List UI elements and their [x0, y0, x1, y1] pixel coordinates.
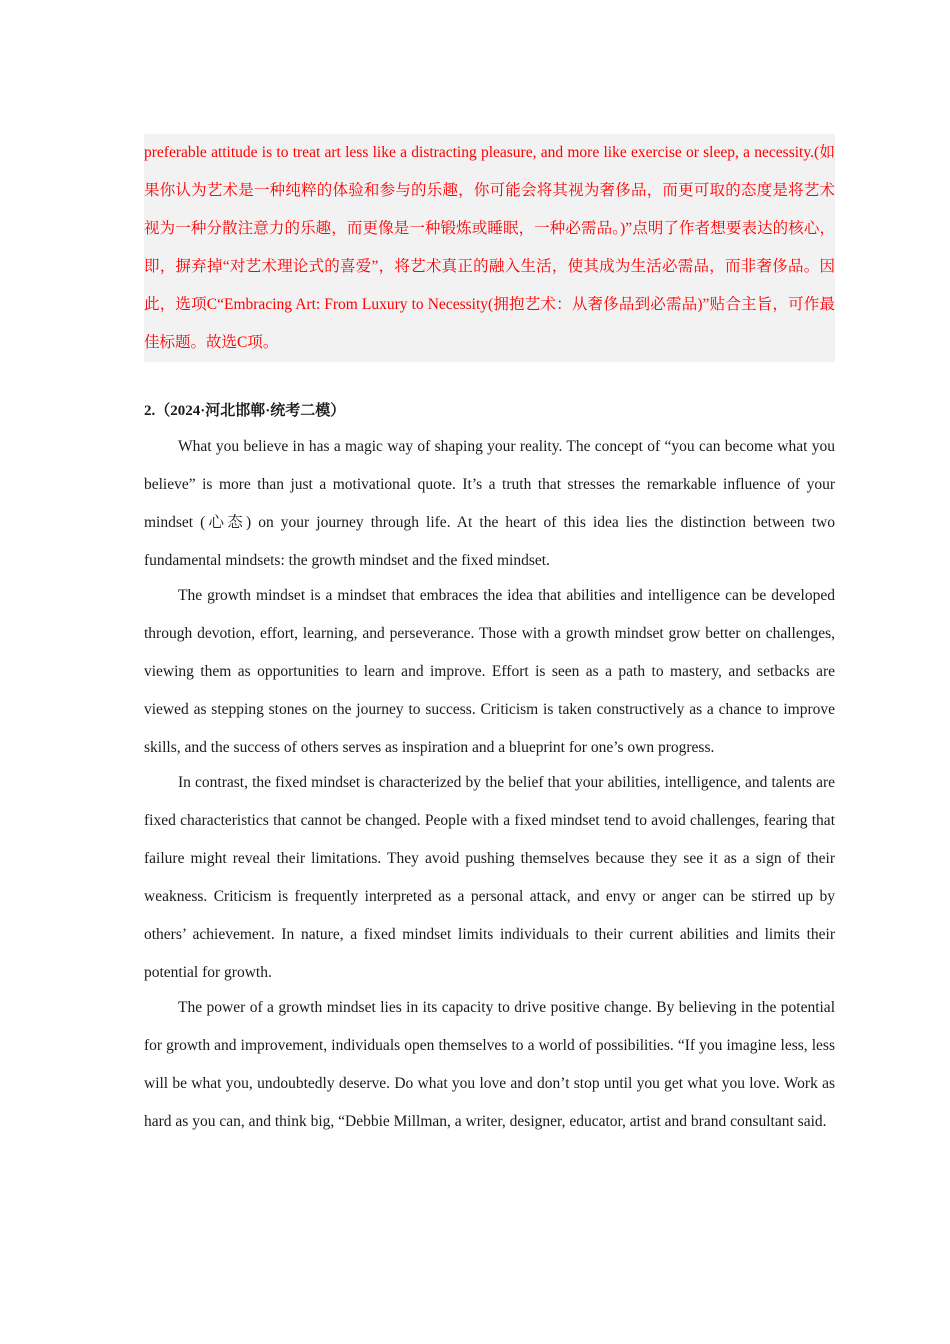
reading-passage	[144, 428, 835, 1141]
passage-paragraph: What you believe in has a magic way of shaping your reality. The concept of “you can become what you believe” is more than just a motivational quote. It’s a truth that stresses the remarkable influence of your mindset (心态) on your journey through life. At the heart of this idea lies the distinction between two fundamental mindsets: the growth mindset and the fixed mindset.	[144, 438, 835, 569]
passage-paragraph: The growth mindset is a mindset that embraces the idea that abilities and intelligence can be developed through devotion, effort, learning, and perseverance. Those with a growth mindset grow better on challenges, viewing them as opportunities to learn and improve. Effort is seen as a path to mastery, and setbacks are viewed as stepping stones on the journey to success. Criticism is taken constructively as a chance to improve skills, and the success of others serves as inspiration and a blueprint for one’s own progress.	[144, 587, 835, 756]
passage-paragraph: The power of a growth mindset lies in its capacity to drive positive change. By believing in the potential for growth and improvement, individuals open themselves to a world of possibilities. “If you imagine less, less will be what you, undoubtedly deserve. Do what you love and don’t stop until you get what you love. Work as hard as you can, and think big, “Debbie Millman, a writer, designer, educator, artist and brand consultant said.	[144, 999, 835, 1130]
answer-explanation-text: preferable attitude is to treat art less like a distracting pleasure, and more like exercise or sleep, a necessity.(如果你认为艺术是一种纯粹的体验和参与的乐趣，你可能会将其视为奢侈品，而更可取的态度是将艺术视为一种分散注意力的乐趣，而更像是一种锻炼或睡眠，一种必需品。)”点明了作者想要表达的核心，即，摒弃掉“对艺术理论式的喜爱”，将艺术真正的融入生活，使其成为生活必需品，而非奢侈品。因此，选项C“Embracing Art: From Luxury to Necessity(拥抱艺术：从奢侈品到必需品)”贴合主旨，可作最佳标题。故选C项。	[144, 144, 835, 351]
answer-explanation-box	[144, 134, 835, 362]
question-heading: 2.（2024·河北邯郸·统考二模）	[144, 403, 346, 419]
passage-paragraph: In contrast, the fixed mindset is characterized by the belief that your abilities, intelligence, and talents are fixed characteristics that cannot be changed. People with a fixed mindset tend to avoid challenges, fearing that failure might reveal their limitations. They avoid pushing themselves because they see it as a sign of their weakness. Criticism is frequently interpreted as a personal attack, and envy or anger can be stirred up by others’ achievement. In nature, a fixed mindset limits individuals to their current abilities and limits their potential for growth.	[144, 774, 835, 981]
